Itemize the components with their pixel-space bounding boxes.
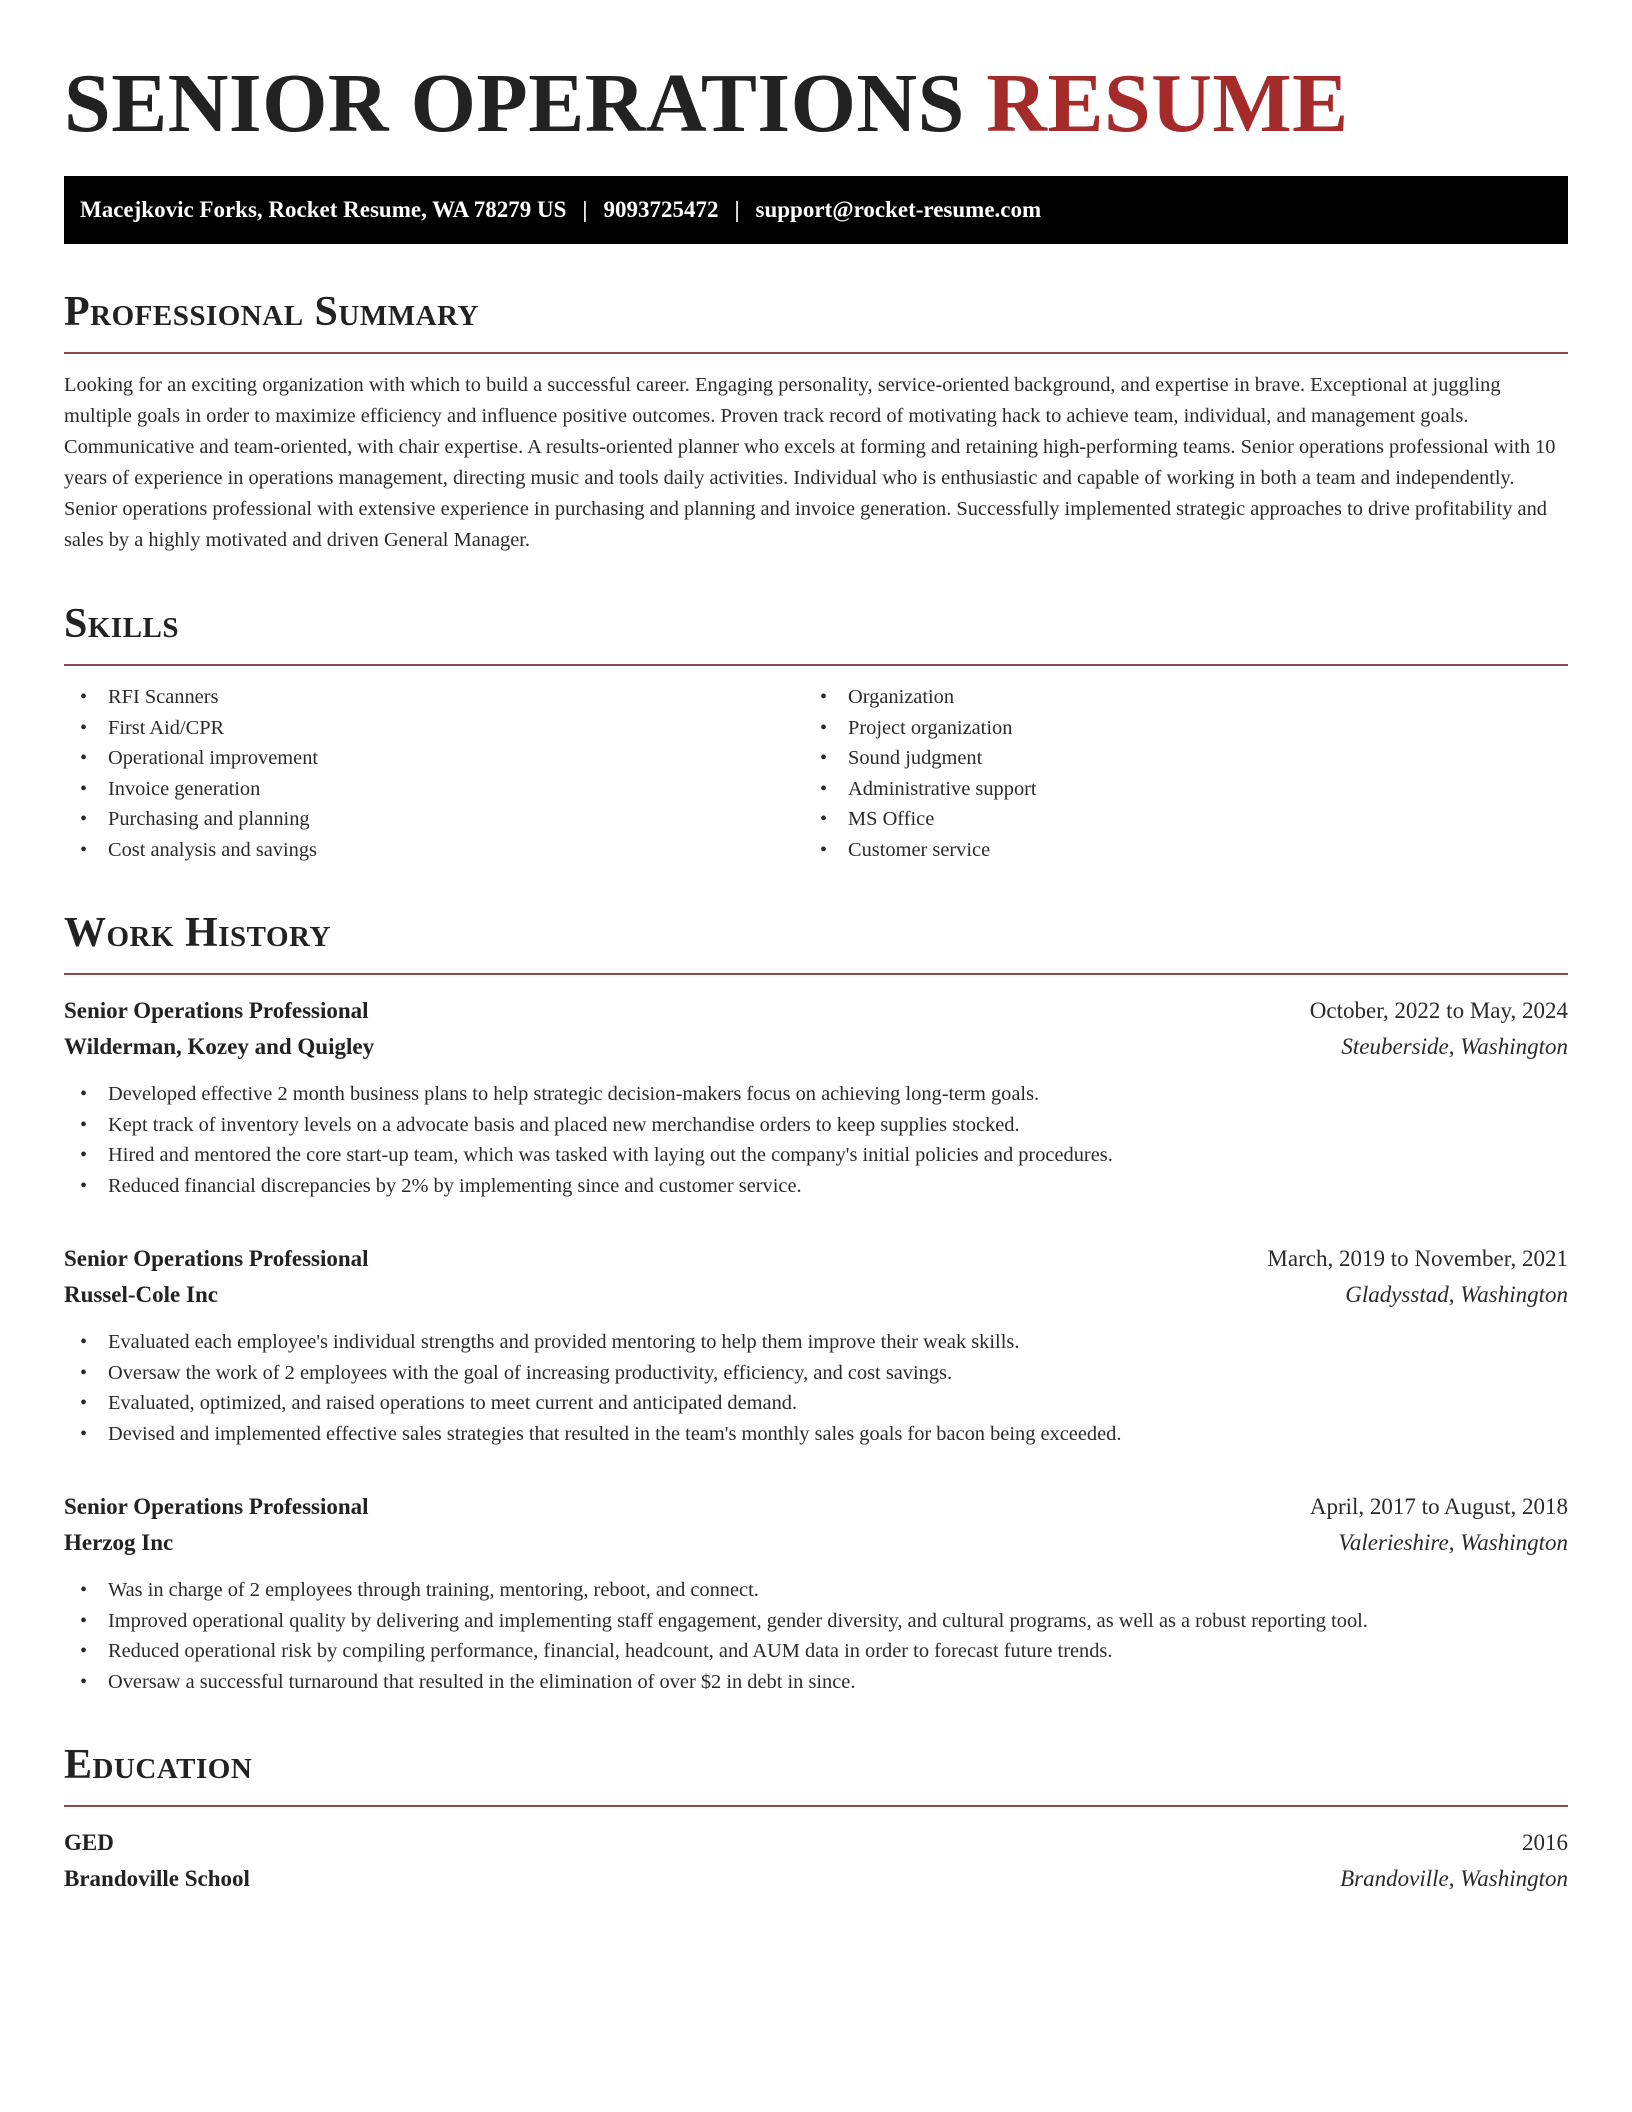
job-bullets (64, 1575, 1568, 1697)
education-degree: GED (64, 1830, 114, 1855)
list-item: • Evaluated each employee's individual strengths and provided mentoring to help them improve their weak skills. (64, 1327, 1568, 1358)
job-company: Russel-Cole Inc (64, 1282, 218, 1307)
job-title: Senior Operations Professional (64, 1494, 369, 1519)
contact-bar (64, 176, 1568, 244)
job-company-row (64, 1029, 1568, 1065)
job-company: Herzog Inc (64, 1530, 174, 1555)
list-item: • Improved operational quality by delivering and implementing staff engagement, gender diversity, and cultural programs, as well as a robust reporting tool. (64, 1606, 1568, 1637)
education-entry (64, 1825, 1568, 1897)
skill-item: • RFI Scanners (64, 682, 804, 713)
list-item: • Kept track of inventory levels on a advocate basis and placed new merchandise orders to keep supplies stocked. (64, 1110, 1568, 1141)
education-location: Brandoville, Washington (1340, 1866, 1568, 1891)
education-year: 2016 (1522, 1830, 1568, 1855)
education-school-row (64, 1861, 1568, 1897)
job-entry (64, 1489, 1568, 1697)
list-item: • Oversaw the work of 2 employees with the goal of increasing productivity, efficiency, and cost savings. (64, 1358, 1568, 1389)
skills-columns (64, 682, 1568, 865)
title-accent: RESUME (986, 57, 1349, 150)
job-dates: October, 2022 to May, 2024 (1309, 998, 1568, 1023)
job-header-row (64, 1489, 1568, 1525)
job-title: Senior Operations Professional (64, 1246, 369, 1271)
education-section (64, 1741, 1568, 1897)
list-item: • Was in charge of 2 employees through training, mentoring, reboot, and connect. (64, 1575, 1568, 1606)
job-dates: April, 2017 to August, 2018 (1309, 1494, 1568, 1519)
title-main: SENIOR OPERATIONS (64, 57, 965, 150)
list-item: • Oversaw a successful turnaround that resulted in the elimination of over $2 in debt in since. (64, 1667, 1568, 1698)
job-entry (64, 1241, 1568, 1449)
contact-separator: | (734, 197, 740, 222)
job-title: Senior Operations Professional (64, 998, 369, 1023)
job-company-row (64, 1277, 1568, 1313)
skill-item: • Sound judgment (804, 743, 1544, 774)
job-entry (64, 993, 1568, 1201)
job-bullets (64, 1327, 1568, 1449)
job-location: Valerieshire, Washington (1338, 1530, 1568, 1555)
resume-title (64, 0, 1568, 176)
contact-phone: 9093725472 (603, 197, 719, 222)
job-location: Steuberside, Washington (1341, 1034, 1568, 1059)
contact-separator: | (582, 197, 588, 222)
professional-summary-section (64, 288, 1568, 556)
section-heading: Education (64, 1741, 1568, 1807)
contact-email: support@rocket-resume.com (755, 197, 1042, 222)
skill-item: • MS Office (804, 804, 1544, 835)
section-heading: Professional Summary (64, 288, 1568, 354)
skill-item: • Project organization (804, 713, 1544, 744)
job-dates: March, 2019 to November, 2021 (1267, 1246, 1568, 1271)
list-item: • Reduced operational risk by compiling performance, financial, headcount, and AUM data in order to forecast future trends. (64, 1636, 1568, 1667)
education-school: Brandoville School (64, 1866, 250, 1891)
skill-item: • Customer service (804, 835, 1544, 866)
list-item: • Developed effective 2 month business plans to help strategic decision-makers focus on achieving long-term goals. (64, 1079, 1568, 1110)
section-heading: Work History (64, 909, 1568, 975)
skill-item: • Invoice generation (64, 774, 804, 805)
skill-item: • Administrative support (804, 774, 1544, 805)
skill-item: • Cost analysis and savings (64, 835, 804, 866)
skill-item: • First Aid/CPR (64, 713, 804, 744)
section-heading: Skills (64, 600, 1568, 666)
job-location: Gladysstad, Washington (1345, 1282, 1568, 1307)
list-item: • Reduced financial discrepancies by 2% by implementing since and customer service. (64, 1171, 1568, 1202)
contact-address: Macejkovic Forks, Rocket Resume, WA 78279 US (80, 197, 567, 222)
skill-item: • Organization (804, 682, 1544, 713)
work-history-section (64, 909, 1568, 1697)
list-item: • Hired and mentored the core start-up team, which was tasked with laying out the company's initial policies and procedures. (64, 1140, 1568, 1171)
job-bullets (64, 1079, 1568, 1201)
job-header-row (64, 1241, 1568, 1277)
list-item: • Devised and implemented effective sales strategies that resulted in the team's monthly sales goals for bacon being exceeded. (64, 1419, 1568, 1450)
list-item: • Evaluated, optimized, and raised operations to meet current and anticipated demand. (64, 1388, 1568, 1419)
education-degree-row (64, 1825, 1568, 1861)
skills-list-left (64, 682, 804, 865)
job-header-row (64, 993, 1568, 1029)
skills-list-right (804, 682, 1544, 865)
job-company: Wilderman, Kozey and Quigley (64, 1034, 375, 1059)
job-company-row (64, 1525, 1568, 1561)
summary-text: Looking for an exciting organization with which to build a successful career. Engaging personality, service-oriented background, and expertise in brave. Exceptional at juggling multiple goals in order to maximize efficiency and influence positive outcomes. Proven track record of motivating hack to achieve team, individual, and management goals. Communicative and team-oriented, with chair expertise. A results-oriented planner who excels at forming and retaining high-performing teams. Senior operations professional with 10 years of experience in operations management, directing music and tools daily activities. Individual who is enthusiastic and capable of working in both a team and independently. Senior operations professional with extensive experience in purchasing and planning and invoice generation. Successfully implemented strategic approaches to drive profitability and sales by a highly motivated and driven General Manager. (64, 374, 1556, 551)
skill-item: • Operational improvement (64, 743, 804, 774)
skill-item: • Purchasing and planning (64, 804, 804, 835)
skills-section (64, 600, 1568, 865)
